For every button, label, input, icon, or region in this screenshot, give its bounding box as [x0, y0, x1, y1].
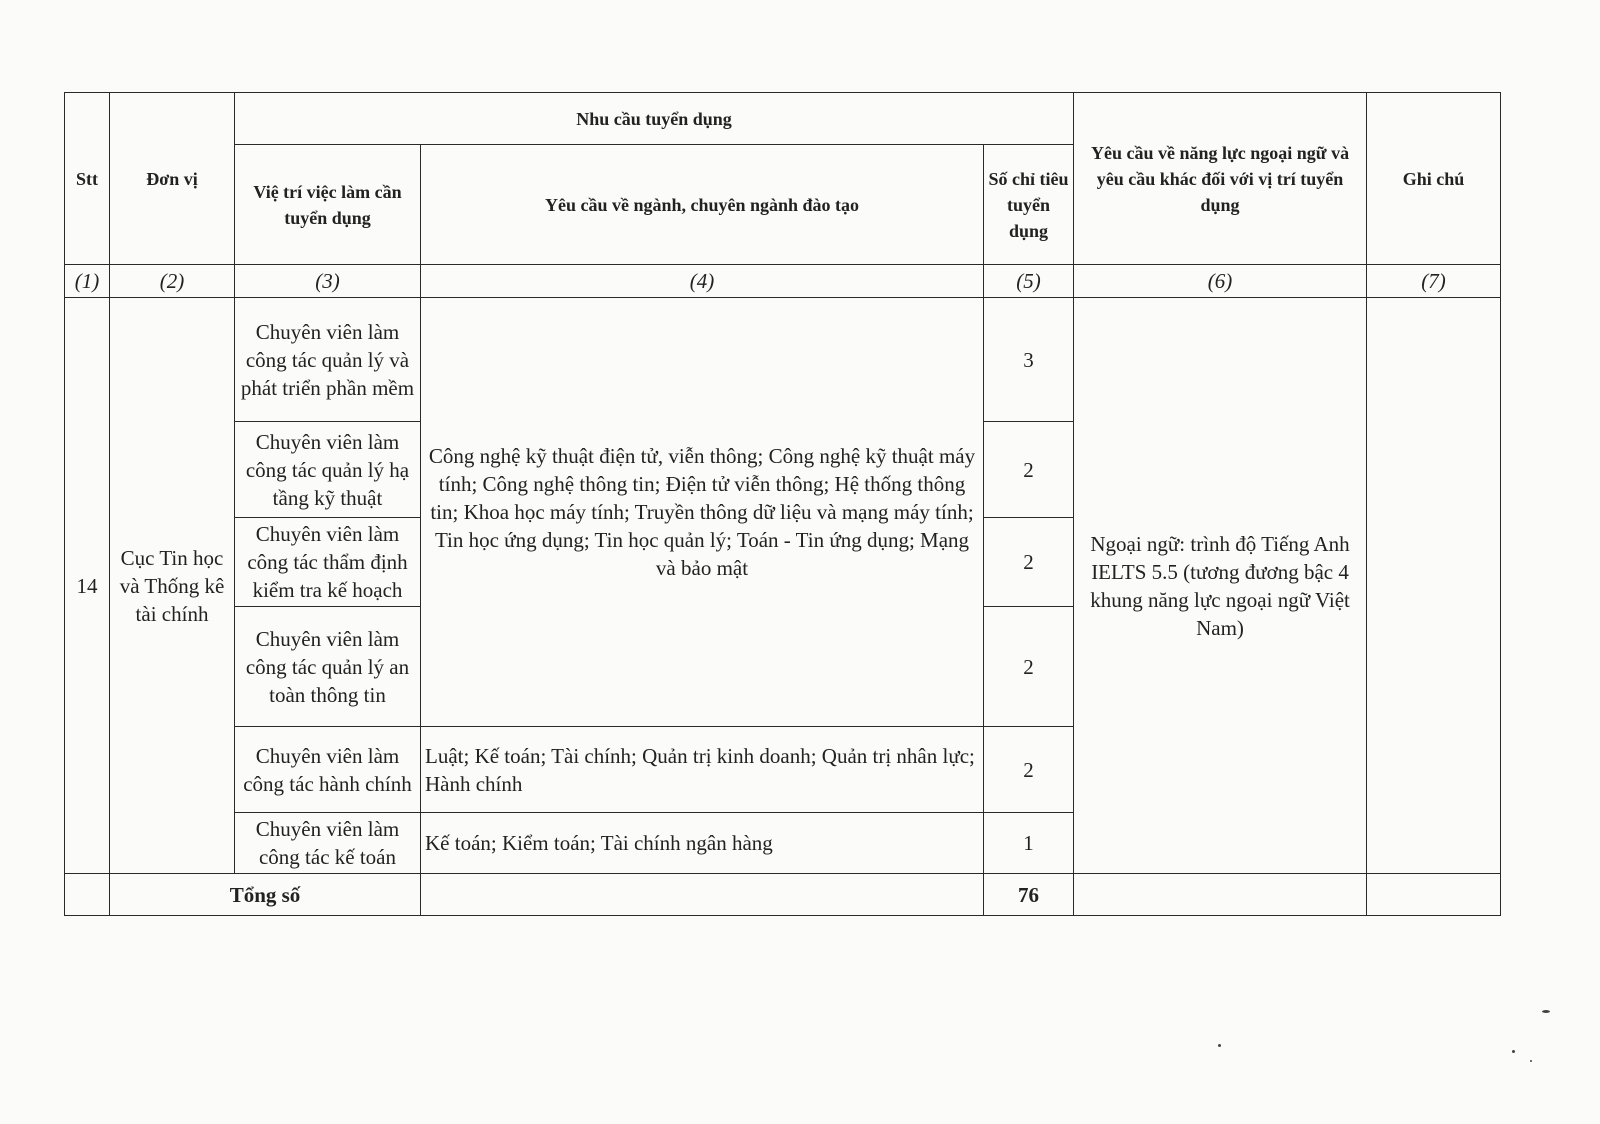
language-requirement-cell: Ngoại ngữ: trình độ Tiếng Anh IELTS 5.5 (tương đương bậc 4 khung năng lực ngoại ngữ Việt Nam) [1074, 298, 1367, 874]
it-majors-cell: Công nghệ kỹ thuật điện tử, viễn thông; Công nghệ kỹ thuật máy tính; Công nghệ thông tin; Điện tử viễn thông; Hệ thống thông tin; Khoa học máy tính; Truyền thông dữ liệu và mạng máy tính; Tin học ứng dụng; Tin học quản lý; Toán - Tin ứng dụng; Mạng và bảo mật [421, 298, 984, 727]
position-cell: Chuyên viên làm công tác quản lý và phát triển phần mềm [235, 298, 421, 422]
stt-cell: 14 [65, 298, 110, 874]
header-don-vi: Đơn vị [110, 93, 235, 265]
count-cell: 2 [984, 607, 1074, 727]
recruitment-table [64, 92, 1501, 916]
majors-cell: Luật; Kế toán; Tài chính; Quản trị kinh doanh; Quản trị nhân lực; Hành chính [421, 727, 984, 813]
header-count: Số chỉ tiêu tuyển dụng [984, 145, 1074, 265]
count-cell: 1 [984, 813, 1074, 874]
header-ghi-chu: Ghi chú [1367, 93, 1501, 265]
col-index: (3) [235, 265, 421, 298]
unit-cell: Cục Tin học và Thống kê tài chính [110, 298, 235, 874]
col-index: (2) [110, 265, 235, 298]
scan-speck [1542, 1010, 1550, 1013]
position-cell: Chuyên viên làm công tác quản lý an toàn thông tin [235, 607, 421, 727]
header-stt: Stt [65, 93, 110, 265]
position-cell: Chuyên viên làm công tác hành chính [235, 727, 421, 813]
header-nhu-cau: Nhu cầu tuyển dụng [235, 93, 1074, 145]
col-index: (5) [984, 265, 1074, 298]
col-index: (7) [1367, 265, 1501, 298]
col-index: (1) [65, 265, 110, 298]
header-position: Việ trí việc làm cần tuyển dụng [235, 145, 421, 265]
count-cell: 3 [984, 298, 1074, 422]
total-empty-cell [1074, 874, 1367, 916]
header-majors: Yêu cầu về ngành, chuyên ngành đào tạo [421, 145, 984, 265]
col-index: (4) [421, 265, 984, 298]
note-cell [1367, 298, 1501, 874]
column-index-row [65, 265, 1501, 298]
col-index: (6) [1074, 265, 1367, 298]
header-language-requirement: Yêu cầu về năng lực ngoại ngữ và yêu cầu khác đối với vị trí tuyển dụng [1074, 93, 1367, 265]
position-cell: Chuyên viên làm công tác kế toán [235, 813, 421, 874]
count-cell: 2 [984, 422, 1074, 518]
position-cell: Chuyên viên làm công tác thẩm định kiểm tra kế hoạch [235, 518, 421, 607]
scan-speck [1512, 1050, 1515, 1053]
count-cell: 2 [984, 518, 1074, 607]
total-value: 76 [984, 874, 1074, 916]
total-label: Tổng số [110, 874, 421, 916]
table-row [65, 298, 1501, 422]
scan-speck [1530, 1060, 1532, 1062]
scan-speck [1218, 1044, 1221, 1047]
count-cell: 2 [984, 727, 1074, 813]
total-empty-cell [421, 874, 984, 916]
position-cell: Chuyên viên làm công tác quản lý hạ tầng kỹ thuật [235, 422, 421, 518]
total-empty-cell [1367, 874, 1501, 916]
majors-cell: Kế toán; Kiểm toán; Tài chính ngân hàng [421, 813, 984, 874]
total-empty-cell [65, 874, 110, 916]
total-row [65, 874, 1501, 916]
